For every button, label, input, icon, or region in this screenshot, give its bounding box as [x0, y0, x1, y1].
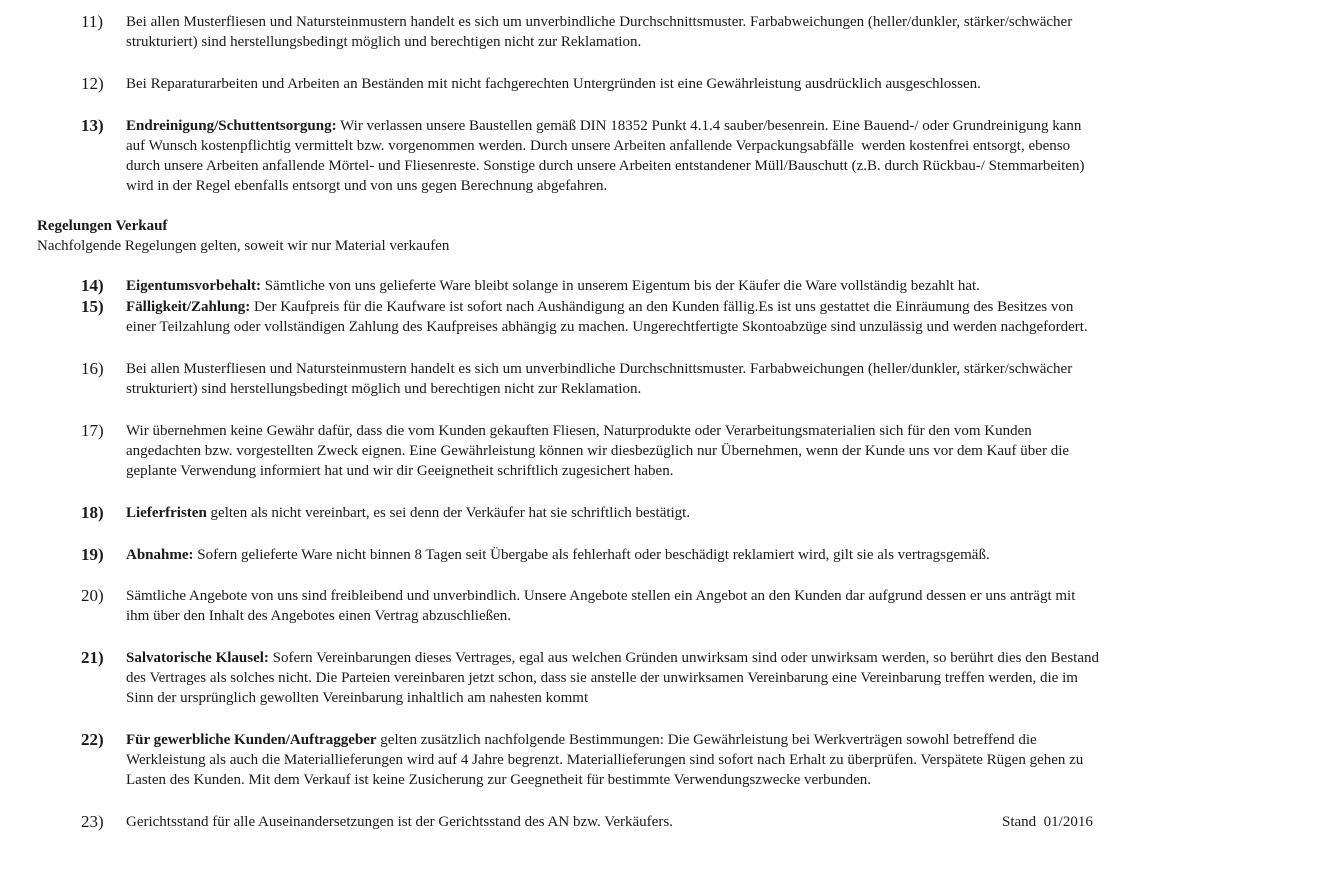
clause-line [126, 276, 1226, 296]
clause-line [126, 74, 1226, 94]
clause-line [126, 317, 1226, 337]
clause-line [126, 648, 1226, 668]
clause-line [126, 441, 1226, 461]
clause-line-text: strukturiert) sind herstellungsbedingt möglich und berechtigen nicht zur Reklamation. [126, 34, 642, 50]
clause-number: 13) [81, 116, 104, 135]
clause-text [126, 730, 1226, 790]
clause-text [126, 276, 1226, 296]
clause-line-text: Sämtliche Angebote von uns sind freibleibend und unverbindlich. Unsere Angebote stellen ein Angebot an den Kunden dar aufgrund dessen er uns anträgt mit [126, 588, 1076, 604]
stand-date: Stand 01/2016 [1002, 814, 1093, 830]
clause-line [126, 176, 1226, 196]
clause-text [126, 116, 1226, 196]
clause-line [126, 297, 1226, 317]
clause-line-text: Sämtliche von uns gelieferte Ware bleibt solange in unserem Eigentum bis der Käufer die Ware vollständig bezahlt hat. [261, 278, 980, 294]
clause-line-text: Wir übernehmen keine Gewähr dafür, dass die vom Kunden gekauften Fliesen, Naturprodukte oder Verarbeitungsmaterialien sich für den vom Kunden [126, 423, 1032, 439]
clause-line [126, 688, 1226, 708]
clause-number: 12) [81, 74, 104, 93]
clause-line-text: wird in der Regel ebenfalls entsorgt und von uns gegen Berechnung abgefahren. [126, 178, 608, 194]
clause-line [126, 668, 1226, 688]
clause-number: 15) [81, 297, 104, 316]
clause-line [126, 32, 1226, 52]
clause-line-text: auf Wunsch kostenpflichtig vermittelt bzw. vorgenommen werden. Durch unsere Arbeiten anfallende Verpackungsabfälle werden kostenfrei entsorgt, ebenso [126, 138, 1071, 154]
clause-number: 20) [81, 586, 104, 605]
clause-line-text: Lasten des Kunden. Mit dem Verkauf ist keine Zusicherung zur Geegnetheit für bestimmte Verwendungszwecke verbunden. [126, 772, 872, 788]
clause-line-text: Bei allen Musterfliesen und Natursteinmustern handelt es sich um unverbindliche Durchschnittsmuster. Farbabweichungen (heller/dunkler, stärker/schwächer [126, 14, 1073, 30]
clause-line-text: Sinn der ursprünglich gewollten Vereinbarung inhaltlich am nahesten kommt [126, 690, 589, 706]
clause-label: Für gewerbliche Kunden/Auftraggeber [126, 732, 377, 748]
clause-text [126, 648, 1226, 708]
clause-line-text: Bei allen Musterfliesen und Natursteinmustern handelt es sich um unverbindliche Durchschnittsmuster. Farbabweichungen (heller/dunkler, stärker/schwächer [126, 361, 1073, 377]
clause-line [126, 770, 1226, 790]
section-subtitle: Nachfolgende Regelungen gelten, soweit wir nur Material verkaufen [37, 238, 450, 254]
clause-number: 17) [81, 421, 104, 440]
clause-line-text: Wir verlassen unsere Baustellen gemäß DIN 18352 Punkt 4.1.4 sauber/besenrein. Eine Bauend-/ oder Grundreinigung kann [336, 118, 1082, 134]
clause-text [126, 503, 1226, 523]
clause-line-text: Gerichtsstand für alle Auseinandersetzungen ist der Gerichtsstand des AN bzw. Verkäufers. [126, 814, 673, 830]
clause-line [126, 116, 1226, 136]
clause-line [126, 545, 1226, 565]
clause-line-text: Sofern Vereinbarungen dieses Vertrages, egal aus welchen Gründen unwirksam sind oder unwirksam werden, so berührt dies den Bestand [268, 650, 1099, 666]
clause-line [126, 421, 1226, 441]
clause-text [126, 74, 1226, 94]
clause-line [126, 136, 1226, 156]
section-heading-block [37, 216, 1137, 256]
clause-number: 22) [81, 730, 104, 749]
clause-line-text: Werkleistung als auch die Materiallieferungen wird auf 4 Jahre begrenzt. Materiallieferungen sind sofort nach Erhalt zu überprüfen. Verspätete Rügen gehen zu [126, 752, 1084, 768]
clause-line [126, 12, 1226, 32]
clause-line [126, 730, 1226, 750]
clause-line-text: Der Kaufpreis für die Kaufware ist sofort nach Aushändigung an den Kunden fällig.Es ist uns gestattet die Einräumung des Besitzes von [250, 299, 1074, 315]
clause-label: Fälligkeit/Zahlung: [126, 299, 251, 315]
clause-text [126, 545, 1226, 565]
clause-label: Salvatorische Klausel: [126, 650, 269, 666]
clause-line [126, 359, 1226, 379]
clause-number: 18) [81, 503, 104, 522]
clause-number: 16) [81, 359, 104, 378]
clause-line-text: Bei Reparaturarbeiten und Arbeiten an Beständen mit nicht fachgerechten Untergründen ist eine Gewährleistung ausdrücklich ausgeschlossen. [126, 76, 981, 92]
clause-line [126, 586, 1226, 606]
clause-text [126, 297, 1226, 337]
clause-line-text: gelten zusätzlich nachfolgende Bestimmungen: Die Gewährleistung bei Werkverträgen sowohl betreffend die [376, 732, 1037, 748]
clause-line [126, 606, 1226, 626]
clause-line-text: angedachten bzw. vorgestellten Zweck eignen. Eine Gewährleistung können wir diesbezüglich nur Übernehmen, wenn der Kunde uns vor dem Kauf über die [126, 443, 1070, 459]
clause-text [126, 359, 1226, 399]
clause-line-text: strukturiert) sind herstellungsbedingt möglich und berechtigen nicht zur Reklamation. [126, 381, 642, 397]
clause-line-text: des Vertrages als solches nicht. Die Parteien vereinbaren jetzt schon, dass sie anstelle der unwirksamen Vereinbarung eine Vereinbarung treffen werden, die im [126, 670, 1078, 686]
clause-label: Lieferfristen [126, 505, 207, 521]
clause-label: Eigentumsvorbehalt: [126, 278, 261, 294]
clause-line [126, 461, 1226, 481]
clause-text [126, 12, 1226, 52]
clause-line-text: durch unsere Arbeiten anfallende Mörtel- und Fliesenreste. Sonstige durch unsere Arbeiten entstandener Müll/Bauschutt (z.B. durch Rückbau-/ Stemmarbeiten) [126, 158, 1085, 174]
clause-line-text: einer Teilzahlung oder vollständigen Zahlung des Kaufpreises abhängig zu machen. Ungerechtfertigte Skontoabzüge sind unzulässig und werden nachgefordert. [126, 319, 1088, 335]
clause-number: 14) [81, 276, 104, 295]
clause-text [126, 586, 1226, 626]
clause-line [126, 750, 1226, 770]
clause-number: 11) [81, 12, 104, 31]
clause-number: 19) [81, 545, 104, 564]
clause-number: 23) [81, 812, 104, 831]
clause-line-text: ihm über den Inhalt des Angebotes einen Vertrag abzuschließen. [126, 608, 512, 624]
clause-line [126, 379, 1226, 399]
clause-line [126, 156, 1226, 176]
clause-label: Endreinigung/Schuttentsorgung: [126, 118, 337, 134]
clause-line-text: gelten als nicht vereinbart, es sei denn der Verkäufer hat sie schriftlich bestätigt. [206, 505, 691, 521]
clause-text [126, 421, 1226, 481]
section-title: Regelungen Verkauf [37, 218, 168, 234]
clause-line-text: geplante Verwendung informiert hat und wir dir Geeignetheit schriftlich zugesichert haben. [126, 463, 674, 479]
clause-number: 21) [81, 648, 104, 667]
clause-label: Abnahme: [126, 547, 194, 563]
clause-line [126, 503, 1226, 523]
clause-line-text: Sofern gelieferte Ware nicht binnen 8 Tagen seit Übergabe als fehlerhaft oder beschädigt reklamiert wird, gilt sie als vertragsgemäß. [193, 547, 990, 563]
